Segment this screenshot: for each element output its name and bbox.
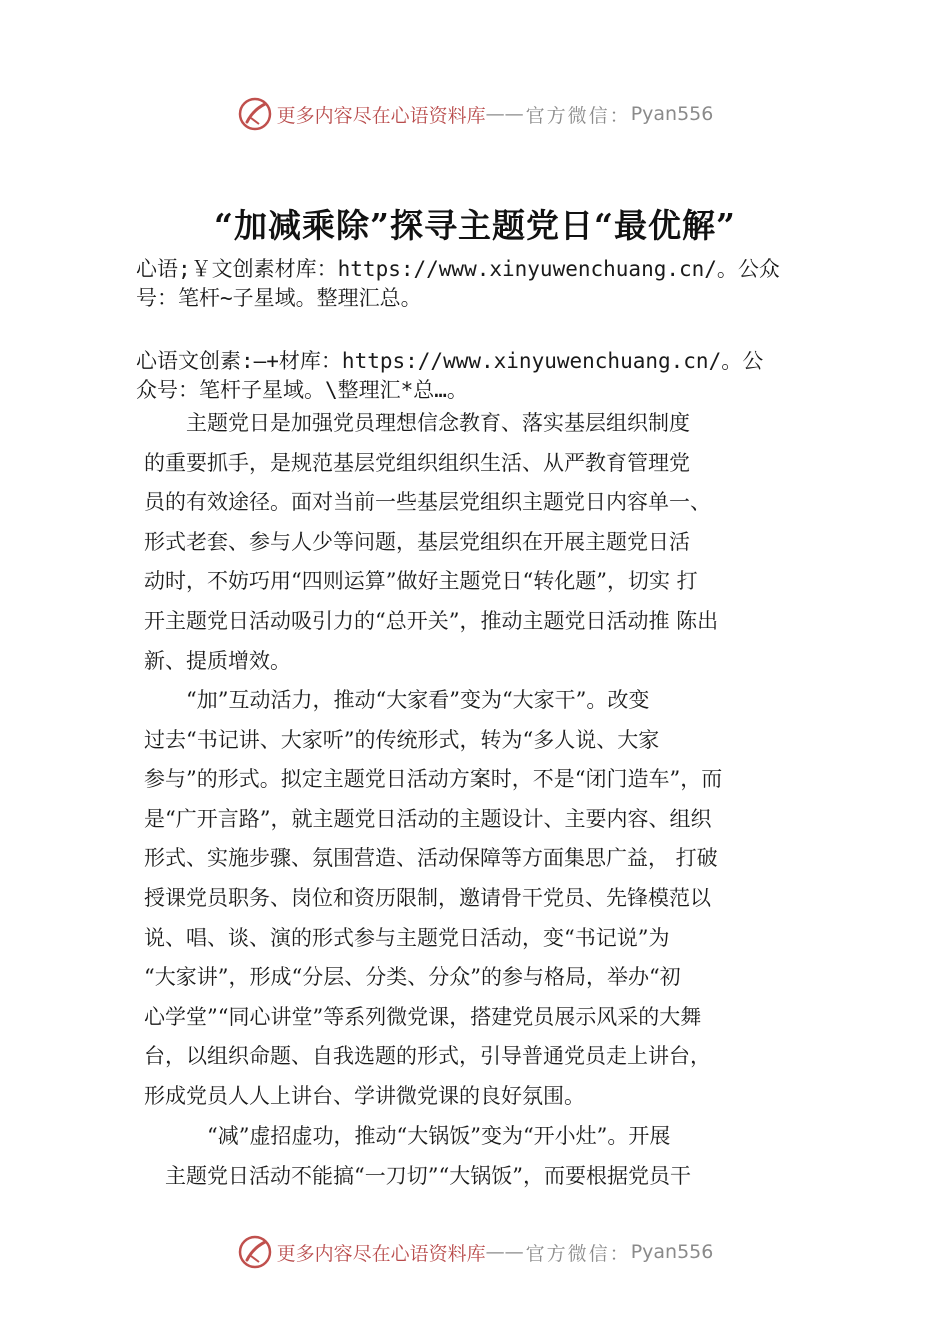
paragraph-line: 的重要抓手，是规范基层党组织组织生活、从严教育管理党 [144,450,690,475]
paragraph-line: 参与”的形式。拟定主题党日活动方案时，不是“闭门造车”，而 [144,767,723,792]
banner-text: 更多内容尽在心语资料库 [276,1242,486,1265]
paragraph-line: 员的有效途径。面对当前一些基层党组织主题党日内容单一、 [144,490,711,515]
header-banner [0,94,950,134]
source-note: 心语文创素:—+材库：https://www.xinyuwenchuang.cn/。公 众号：笔杆子星域。\整理汇*总…。 [136,349,764,402]
paragraph-line: 过去“书记讲、大家听”的传统形式，转为“多人说、大家 [144,727,660,752]
wechat-id: Pyan556 [630,1241,714,1263]
wechat-label: 官方微信： [525,1242,631,1265]
paragraph-line: 开主题党日活动吸引力的“总开关”，推动主题党日活动推 陈出 [144,608,719,633]
paragraph-line: 主题党日是加强党员理想信念教育、落实基层组织制度 [144,411,690,435]
body-paragraph [144,404,824,681]
footer-banner [0,1232,950,1272]
paragraph-line: “大家讲”，形成“分层、分类、分众”的参与格局，举办“初 [144,965,681,990]
paragraph-line: 主题党日活动不能搞“一刀切”“大锅饭”，而要根据党员干 [144,1163,691,1188]
paragraph-line: 动时，不妨巧用“四则运算”做好主题党日“转化题”，切实 打 [144,569,698,594]
brush-logo-icon [237,1234,273,1270]
source-note: 心语;￥文创素材库：https://www.xinyuwenchuang.cn/。公众 号：笔杆~子星域。整理汇总。 [136,257,780,310]
wechat-id: Pyan556 [630,103,714,125]
paragraph-line: “加”互动活力，推动“大家看”变为“大家干”。改变 [144,688,650,712]
paragraph-line: 形成党员人人上讲台、学讲微党课的良好氛围。 [144,1083,585,1108]
body-paragraph [144,1117,824,1196]
wechat-label: 官方微信： [525,104,631,127]
paragraph-line: 台，以组织命题、自我选题的形式，引导普通党员走上讲台， [144,1044,711,1069]
brush-logo-icon [237,96,273,132]
paragraph-line: 形式、实施步骤、氛围营造、活动保障等方面集思广益， 打破 [144,846,718,871]
banner-dash: —— [485,1241,524,1263]
banner-text: 更多内容尽在心语资料库 [276,104,486,127]
paragraph-line: “减”虚招虚功，推动“大锅饭”变为“开小灶”。开展 [144,1124,671,1148]
paragraph-line: 说、唱、谈、演的形式参与主题党日活动，变“书记说”为 [144,925,670,950]
paragraph-line: 新、提质增效。 [144,648,291,673]
document-title: “加减乘除”探寻主题党日“最优解” [214,206,736,245]
paragraph-line: 是“广开言路”，就主题党日活动的主题设计、主要内容、组织 [144,806,712,831]
banner-dash: —— [485,103,524,125]
paragraph-line: 授课党员职务、岗位和资历限制，邀请骨干党员、先锋模范以 [144,885,711,910]
paragraph-line: 形式老套、参与人少等问题，基层党组织在开展主题党日活 [144,529,690,554]
paragraph-line: 心学堂”“同心讲堂”等系列微党课，搭建党员展示风采的大舞 [144,1004,702,1029]
body-paragraph [144,681,824,1117]
